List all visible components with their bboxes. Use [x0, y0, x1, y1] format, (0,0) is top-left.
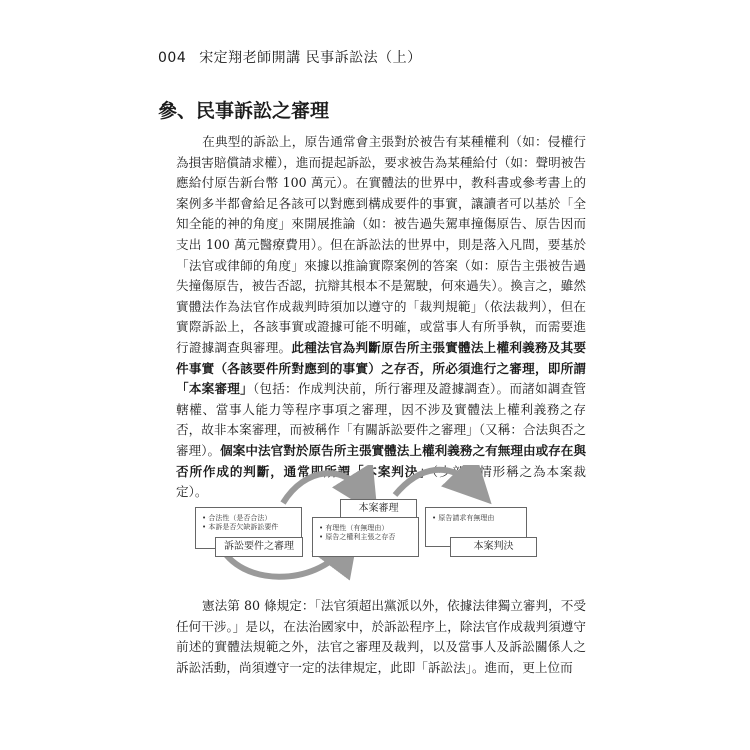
body-paragraph-2 [176, 596, 586, 678]
box-merits-line-1: • 有理性（有無理由） [319, 524, 389, 532]
paragraph-2-text: 憲法第 80 條規定：「法官須超出黨派以外，依據法律獨立審判，不受任何干涉。」是以，在法治國家中，於訴訟程序上，除法官作成裁判須遵守前述的實體法規範之外，法官之審理及裁判，以及當事人及訴訟關係人之訴訟活動，尚須遵守一定的法律規定，此即「訴訟法」。進而，更上位而 [176, 598, 586, 675]
box-merits-line-2: • 原告之權利主張之存否 [319, 533, 396, 541]
paragraph-1-text-a: 在典型的訴訟上，原告通常會主張對於被告有某種權利（如：侵權行為損害賠償請求權），進而提起訴訟，要求被告為某種給付（如：聲明被告應給付原告新台幣 100 萬元）。在實體法的世界中，教科書或參考書上的案例多半都會給足各該可以對應到構成要件的事實，讓讀者可以基於「全知全能的神的角度」來開展推論（如：被告過失駕車撞傷原告、原告因而支出 100 萬元醫療費用）。但在訴訟法的世界中，則是落入凡間，要基於「法官或律師的角度」來據以推論實際案例的答案（如：原告主張被告過失撞傷原告，被告否認，抗辯其根本不是駕駛，何來過失）。換言之，雖然實體法作為法官作成裁判時須加以遵守的「裁判規範」（依法裁判），但在實際訴訟上，各該事實或證據可能不明確，或當事人有所爭執，而需要進行證據調查與審理。 [176, 134, 586, 355]
section-title: 參、民事訴訟之審理 [158, 100, 330, 122]
label-merits-judgment: 本案判決 [450, 537, 537, 557]
paragraph-1-bold-b: 個案中法官對於原告所主張實體法上權利義務之有無理由或存在與否所作成的判斷，通常即所謂「本案判決」 [176, 442, 587, 479]
body-paragraph-1 [176, 132, 586, 503]
arrow-right-curve [395, 470, 475, 495]
label-procedure-review: 訴訟要件之審理 [215, 537, 303, 557]
diagram-box-merits [312, 517, 419, 557]
label-merits-review: 本案審理 [340, 499, 417, 519]
running-title: 宋定翔老師開講 民事訴訟法（上） [199, 50, 422, 66]
paragraph-1-bold-a: 此種法官為判斷原告所主張實體法上權利義務及其要件事實（各該要件所對應到的事實）之存否，所必須進行之審理，即所謂「本案審理」 [176, 339, 587, 397]
box-procedure-line-1: • 合法性（是否合法） [202, 514, 272, 522]
page-number: 004 [158, 50, 187, 66]
box-procedure-text [202, 514, 278, 532]
paragraph-1-text-b: （包括：作成判決前，所行審理及證據調查）。而諸如調查管轄權、當事人能力等程序事項之審理，因不涉及實體法上權利義務之存否，故非本案審理，而被稱作「有關訴訟要件之審理」（又稱：合法與否之審理）。 [176, 381, 586, 458]
box-merits-text [319, 524, 395, 542]
running-header [158, 47, 422, 67]
process-diagram [195, 465, 555, 585]
box-procedure-line-2: • 本訴是否欠缺訴訟要件 [202, 523, 279, 531]
box-judgment-text [432, 514, 494, 523]
paragraph-1-text-c: （少部分情形稱之為本案裁定）。 [176, 463, 587, 500]
box-judgment-line-1: • 原告請求有無理由 [432, 514, 495, 522]
